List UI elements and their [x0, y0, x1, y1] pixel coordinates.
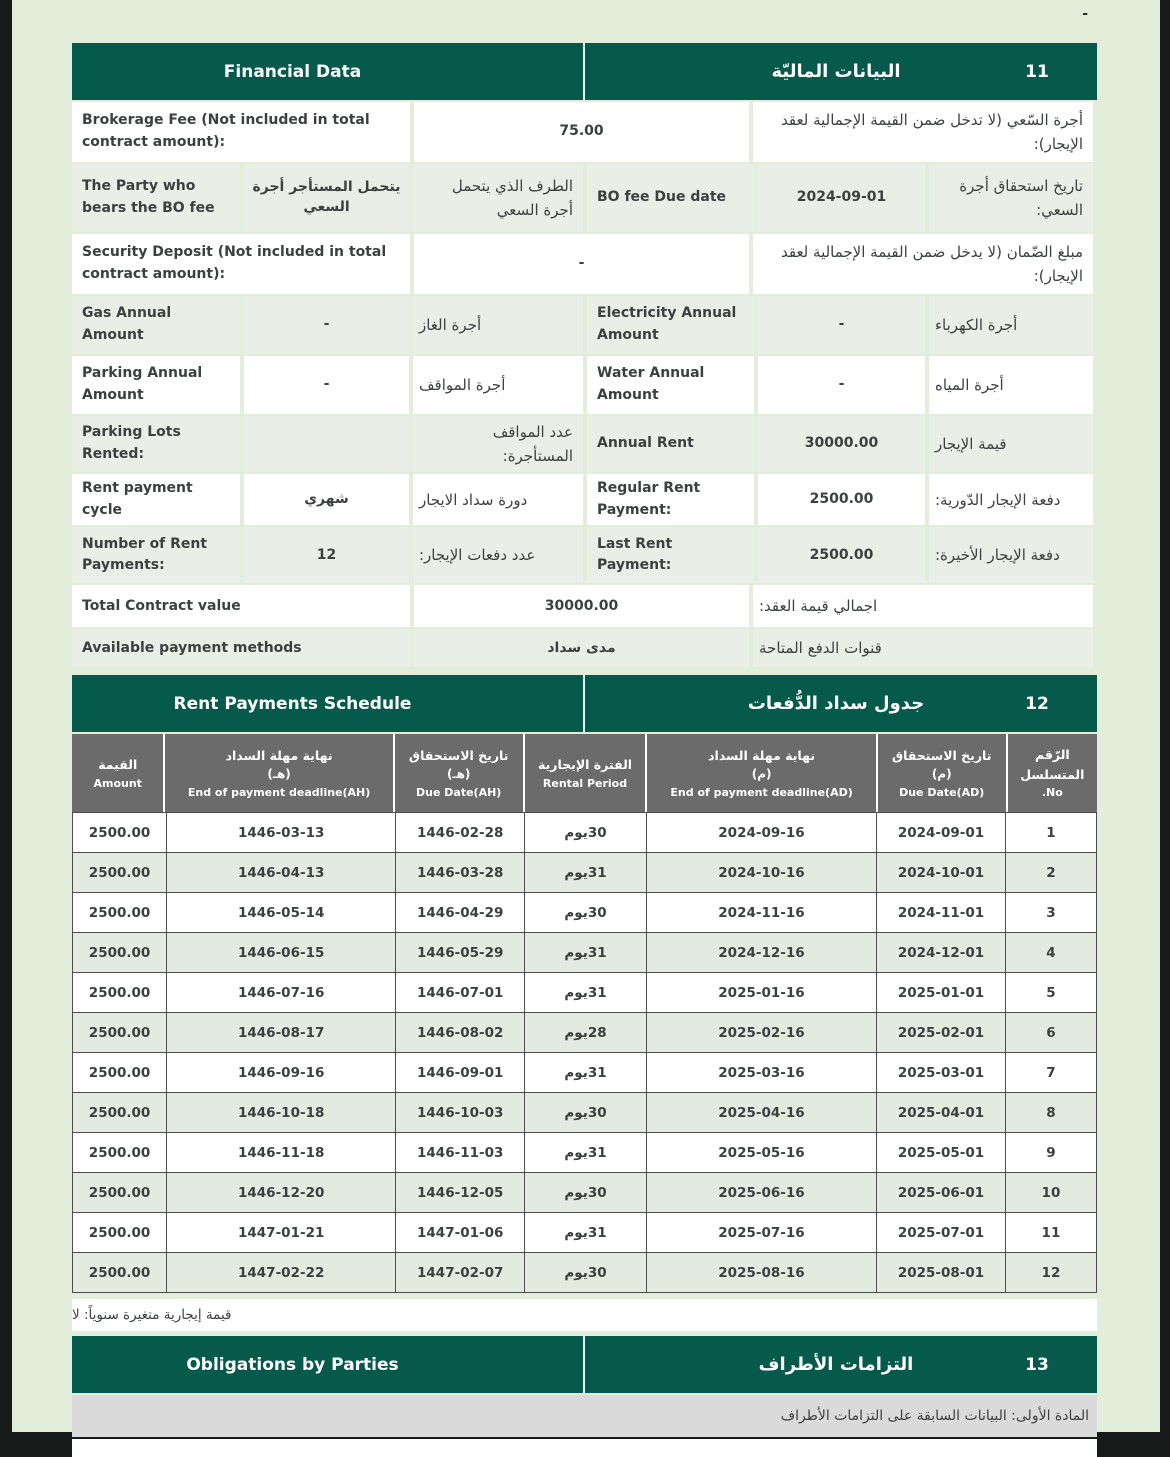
- column-header-ar: نهاية مهلة السداد: [708, 747, 816, 763]
- schedule-table-body: [72, 812, 1097, 1293]
- column-header-end-deadline-ad: [647, 734, 875, 812]
- end-deadline-ad-cell: 2024-09-16: [647, 813, 877, 852]
- contract-content: [72, 43, 1097, 1457]
- end-deadline-ah-cell: 1446-06-15: [167, 933, 396, 972]
- financial-title-en-cell: [72, 43, 585, 100]
- amount-cell: 2500.00: [73, 1053, 167, 1092]
- amount-cell: 2500.00: [73, 853, 167, 892]
- financial-title-ar-cell: [585, 43, 1097, 100]
- end-deadline-ah-cell: 1446-12-20: [167, 1173, 396, 1212]
- end-deadline-ad-cell: 2024-11-16: [647, 893, 877, 932]
- payment-row: [73, 972, 1096, 1012]
- financial-row: [72, 527, 1097, 583]
- column-header-en: Amount: [93, 776, 142, 790]
- column-header-ar: الرّقم المتسلسل: [1020, 747, 1085, 782]
- end-deadline-ad-cell: 2025-08-16: [647, 1253, 877, 1292]
- end-deadline-ah-cell: 1446-08-17: [167, 1013, 396, 1052]
- due-date-ah-cell: 1447-02-07: [396, 1253, 525, 1292]
- label-ar: اجمالي قيمة العقد:: [753, 585, 1093, 627]
- column-header-amount: [72, 734, 163, 812]
- schedule-section-number: 12: [1025, 693, 1049, 714]
- due-date-ah-cell: 1446-09-01: [396, 1053, 525, 1092]
- column-header-end-deadline-ah: [165, 734, 392, 812]
- value: 30000.00: [414, 585, 749, 627]
- column-header-en: End of payment deadline(AD): [670, 785, 853, 799]
- amount-cell: 2500.00: [73, 973, 167, 1012]
- financial-row: [72, 474, 1097, 525]
- schedule-table-header: [72, 734, 1097, 812]
- schedule-title-ar: جدول سداد الدُّفعات: [747, 693, 925, 715]
- column-header-calendar: (م): [931, 767, 952, 782]
- column-header-en: Due Date(AD): [899, 785, 985, 799]
- due-date-ah-cell: 1446-03-28: [396, 853, 525, 892]
- due-date-ad-cell: 2025-07-01: [877, 1213, 1006, 1252]
- payment-row: [73, 812, 1096, 852]
- rental-period-cell: 30يوم: [525, 1253, 647, 1292]
- payment-row: [73, 1212, 1096, 1252]
- serial-no-cell: 8: [1006, 1093, 1096, 1132]
- end-deadline-ah-cell: 1446-09-16: [167, 1053, 396, 1092]
- serial-no-cell: 11: [1006, 1213, 1096, 1252]
- value: -: [758, 356, 925, 414]
- end-deadline-ad-cell: 2025-03-16: [647, 1053, 877, 1092]
- label-ar: قنوات الدفع المتاحة: [753, 629, 1093, 667]
- column-header-serial-no: [1008, 734, 1097, 812]
- due-date-ad-cell: 2025-03-01: [877, 1053, 1006, 1092]
- financial-row: [72, 164, 1097, 232]
- serial-no-cell: 1: [1006, 813, 1096, 852]
- column-header-en: Rental Period: [542, 776, 628, 790]
- label-en: Last Rent Payment:: [587, 527, 754, 583]
- payment-row: [73, 1132, 1096, 1172]
- end-deadline-ad-cell: 2025-05-16: [647, 1133, 877, 1172]
- end-deadline-ad-cell: 2025-02-16: [647, 1013, 877, 1052]
- label-ar: أجرة الكهرباء: [929, 296, 1093, 354]
- label-en: Gas Annual Amount: [72, 296, 240, 354]
- schedule-title-en: Rent Payments Schedule: [173, 693, 412, 714]
- label-en: Water Annual Amount: [587, 356, 754, 414]
- end-deadline-ah-cell: 1447-01-21: [167, 1213, 396, 1252]
- value: -: [758, 296, 925, 354]
- value: شهري: [244, 474, 409, 525]
- page-dash: -: [1082, 6, 1088, 22]
- value: 2024-09-01: [758, 164, 925, 232]
- financial-row: [72, 416, 1097, 472]
- label-ar: أجرة المياه: [929, 356, 1093, 414]
- end-deadline-ah-cell: 1446-07-16: [167, 973, 396, 1012]
- column-header-due-date-ad: [878, 734, 1006, 812]
- empty-row: [72, 1439, 1097, 1457]
- due-date-ah-cell: 1446-11-03: [396, 1133, 525, 1172]
- serial-no-cell: 3: [1006, 893, 1096, 932]
- financial-row: [72, 234, 1097, 294]
- amount-cell: 2500.00: [73, 1133, 167, 1172]
- due-date-ad-cell: 2024-10-01: [877, 853, 1006, 892]
- value: -: [414, 234, 749, 294]
- rental-period-cell: 30يوم: [525, 1173, 647, 1212]
- label-ar: دفعة الإيجار الدّورية:: [929, 474, 1093, 525]
- financial-section-number: 11: [1025, 61, 1049, 82]
- value: -: [244, 296, 409, 354]
- obligations-title-ar-cell: [585, 1336, 1097, 1393]
- end-deadline-ad-cell: 2024-12-16: [647, 933, 877, 972]
- rental-period-cell: 31يوم: [525, 1213, 647, 1252]
- serial-no-cell: 9: [1006, 1133, 1096, 1172]
- schedule-title-ar-cell: [585, 675, 1097, 732]
- value: 2500.00: [758, 527, 925, 583]
- value: 12: [244, 527, 409, 583]
- due-date-ad-cell: 2025-06-01: [877, 1173, 1006, 1212]
- due-date-ah-cell: 1446-12-05: [396, 1173, 525, 1212]
- label-en: Total Contract value: [72, 585, 410, 627]
- schedule-section-header: [72, 675, 1097, 732]
- label-en: Available payment methods: [72, 629, 410, 667]
- label-ar: الطرف الذي يتحمل أجرة السعي: [413, 164, 583, 232]
- payment-row: [73, 892, 1096, 932]
- value: يتحمل المستأجر أجرة السعي: [244, 164, 409, 232]
- label-ar: عدد المواقف المستأجرة:: [413, 416, 583, 472]
- obligations-article-text: المادة الأولى: البيانات السابقة على التزامات الأطراف: [780, 1408, 1089, 1425]
- due-date-ad-cell: 2025-08-01: [877, 1253, 1006, 1292]
- amount-cell: 2500.00: [73, 1253, 167, 1292]
- payment-row: [73, 852, 1096, 892]
- due-date-ah-cell: 1446-05-29: [396, 933, 525, 972]
- financial-row: [72, 356, 1097, 414]
- label-en: BO fee Due date: [587, 164, 754, 232]
- schedule-title-en-cell: [72, 675, 585, 732]
- obligations-section-number: 13: [1025, 1354, 1049, 1375]
- end-deadline-ad-cell: 2025-07-16: [647, 1213, 877, 1252]
- obligations-title-ar: التزامات الأطراف: [758, 1354, 914, 1376]
- financial-section-header: [72, 43, 1097, 100]
- value: -: [244, 356, 409, 414]
- label-en: Regular Rent Payment:: [587, 474, 754, 525]
- payment-row: [73, 1052, 1096, 1092]
- amount-cell: 2500.00: [73, 1173, 167, 1212]
- label-en: The Party who bears the BO fee: [72, 164, 240, 232]
- due-date-ad-cell: 2024-11-01: [877, 893, 1006, 932]
- end-deadline-ad-cell: 2024-10-16: [647, 853, 877, 892]
- due-date-ah-cell: 1446-02-28: [396, 813, 525, 852]
- rental-period-cell: 31يوم: [525, 853, 647, 892]
- value: 30000.00: [758, 416, 925, 472]
- due-date-ad-cell: 2025-05-01: [877, 1133, 1006, 1172]
- column-header-calendar: (هـ): [267, 767, 291, 782]
- contract-page: [12, 0, 1160, 1432]
- financial-title-en: Financial Data: [223, 61, 362, 82]
- rental-period-cell: 30يوم: [525, 893, 647, 932]
- end-deadline-ah-cell: 1446-05-14: [167, 893, 396, 932]
- financial-data-rows: [72, 102, 1097, 667]
- label-ar: عدد دفعات الإيجار:: [413, 527, 583, 583]
- label-en: Brokerage Fee (Not included in total contract amount):: [72, 102, 410, 162]
- label-ar: أجرة الغاز: [413, 296, 583, 354]
- financial-row: [72, 102, 1097, 162]
- end-deadline-ad-cell: 2025-01-16: [647, 973, 877, 1012]
- end-deadline-ah-cell: 1446-11-18: [167, 1133, 396, 1172]
- amount-cell: 2500.00: [73, 1213, 167, 1252]
- financial-row: [72, 296, 1097, 354]
- label-en: Rent payment cycle: [72, 474, 240, 525]
- label-ar: تاريخ استحقاق أجرة السعي:: [929, 164, 1093, 232]
- label-en: Electricity Annual Amount: [587, 296, 754, 354]
- amount-cell: 2500.00: [73, 1013, 167, 1052]
- value: 75.00: [414, 102, 749, 162]
- column-header-calendar: (م): [751, 767, 772, 782]
- serial-no-cell: 7: [1006, 1053, 1096, 1092]
- serial-no-cell: 2: [1006, 853, 1096, 892]
- amount-cell: 2500.00: [73, 933, 167, 972]
- label-en: Annual Rent: [587, 416, 754, 472]
- end-deadline-ah-cell: 1447-02-22: [167, 1253, 396, 1292]
- serial-no-cell: 4: [1006, 933, 1096, 972]
- column-header-ar: القيمة: [98, 757, 138, 773]
- payment-row: [73, 932, 1096, 972]
- due-date-ad-cell: 2024-12-01: [877, 933, 1006, 972]
- end-deadline-ah-cell: 1446-10-18: [167, 1093, 396, 1132]
- label-en: Number of Rent Payments:: [72, 527, 240, 583]
- rental-period-cell: 30يوم: [525, 1093, 647, 1132]
- serial-no-cell: 10: [1006, 1173, 1096, 1212]
- due-date-ah-cell: 1446-08-02: [396, 1013, 525, 1052]
- column-header-ar: تاريخ الاستحقاق: [891, 747, 992, 763]
- due-date-ad-cell: 2025-04-01: [877, 1093, 1006, 1132]
- payment-row: [73, 1172, 1096, 1212]
- label-en: Parking Lots Rented:: [72, 416, 240, 472]
- end-deadline-ah-cell: 1446-04-13: [167, 853, 396, 892]
- column-header-en: End of payment deadline(AH): [187, 785, 371, 799]
- due-date-ad-cell: 2024-09-01: [877, 813, 1006, 852]
- label-ar: دورة سداد الايجار: [413, 474, 583, 525]
- payment-row: [73, 1092, 1096, 1132]
- label-ar: أجرة المواقف: [413, 356, 583, 414]
- column-header-ar: تاريخ الاستحقاق: [408, 747, 509, 763]
- value: 2500.00: [758, 474, 925, 525]
- column-header-ar: نهاية مهلة السداد: [225, 747, 333, 763]
- rental-period-cell: 31يوم: [525, 1053, 647, 1092]
- due-date-ah-cell: 1446-07-01: [396, 973, 525, 1012]
- value: [244, 416, 409, 472]
- label-ar: قيمة الإيجار: [929, 416, 1093, 472]
- rent-payments-schedule-section: [72, 675, 1097, 1331]
- serial-no-cell: 12: [1006, 1253, 1096, 1292]
- amount-cell: 2500.00: [73, 1093, 167, 1132]
- column-header-en: Due Date(AH): [416, 785, 502, 799]
- end-deadline-ad-cell: 2025-06-16: [647, 1173, 877, 1212]
- column-header-en: .No: [1041, 786, 1063, 800]
- payment-row: [73, 1252, 1096, 1292]
- rental-period-cell: 28يوم: [525, 1013, 647, 1052]
- serial-no-cell: 5: [1006, 973, 1096, 1012]
- obligations-section-header: [72, 1336, 1097, 1393]
- obligations-title-en: Obligations by Parties: [186, 1354, 399, 1375]
- due-date-ah-cell: 1446-04-29: [396, 893, 525, 932]
- due-date-ad-cell: 2025-01-01: [877, 973, 1006, 1012]
- annual-variable-rent-note-text: قيمة إيجارية متغيرة سنوياً: لا: [72, 1307, 232, 1324]
- rental-period-cell: 31يوم: [525, 973, 647, 1012]
- due-date-ad-cell: 2025-02-01: [877, 1013, 1006, 1052]
- obligations-article-row: [72, 1395, 1097, 1437]
- end-deadline-ad-cell: 2025-04-16: [647, 1093, 877, 1132]
- label-ar: مبلغ الضّمان (لا يدخل ضمن القيمة الإجمالية لعقد الإيجار):: [753, 234, 1093, 294]
- payment-row: [73, 1012, 1096, 1052]
- column-header-due-date-ah: [395, 734, 523, 812]
- financial-title-ar: البيانات الماليّة: [771, 61, 901, 82]
- rental-period-cell: 31يوم: [525, 933, 647, 972]
- value: مدى سداد: [414, 629, 749, 667]
- label-en: Security Deposit (Not included in total contract amount):: [72, 234, 410, 294]
- serial-no-cell: 6: [1006, 1013, 1096, 1052]
- rental-period-cell: 30يوم: [525, 813, 647, 852]
- financial-row: [72, 629, 1097, 667]
- due-date-ah-cell: 1446-10-03: [396, 1093, 525, 1132]
- label-ar: أجرة السّعي (لا تدخل ضمن القيمة الإجمالية لعقد الإيجار):: [753, 102, 1093, 162]
- column-header-rental-period: [525, 734, 646, 812]
- rental-period-cell: 31يوم: [525, 1133, 647, 1172]
- column-header-ar: الفترة الإيجارية: [538, 757, 633, 773]
- annual-variable-rent-note: [72, 1299, 1097, 1331]
- obligations-title-en-cell: [72, 1336, 585, 1393]
- amount-cell: 2500.00: [73, 893, 167, 932]
- amount-cell: 2500.00: [73, 813, 167, 852]
- end-deadline-ah-cell: 1446-03-13: [167, 813, 396, 852]
- label-ar: دفعة الإيجار الأخيرة:: [929, 527, 1093, 583]
- column-header-calendar: (هـ): [446, 767, 471, 782]
- label-en: Parking Annual Amount: [72, 356, 240, 414]
- financial-row: [72, 585, 1097, 627]
- due-date-ah-cell: 1447-01-06: [396, 1213, 525, 1252]
